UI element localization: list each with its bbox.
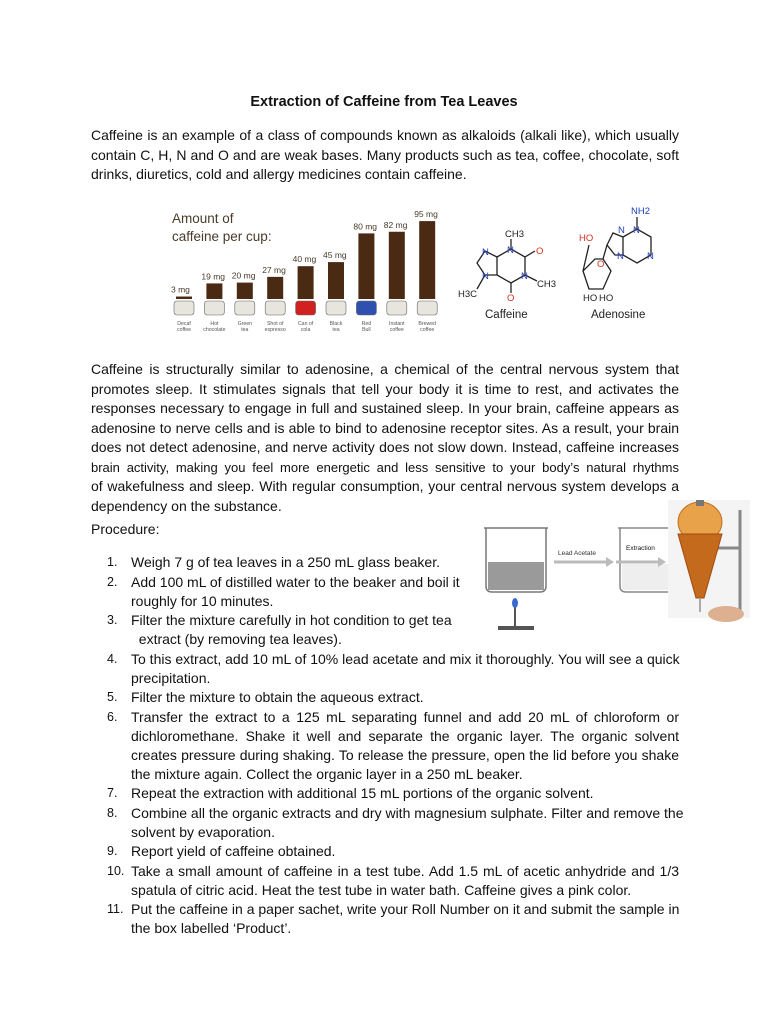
chart-value-label: 3 mg bbox=[171, 284, 190, 295]
step-line: Add 100 mL of distilled water to the beaker and boil it bbox=[131, 573, 460, 590]
chart-value-label: 95 mg bbox=[414, 209, 438, 220]
step-line: Repeat the extraction with additional 15 mL portions of the organic solvent. bbox=[131, 785, 594, 801]
step-number: 8. bbox=[107, 805, 118, 820]
step-line: Combine all the organic extracts and dry with magnesium sulphate. Filter and remove the bbox=[131, 804, 684, 821]
step-line: precipitation. bbox=[131, 669, 211, 686]
intro-line: contain C, H, N and O and are weak bases. Many products such as tea, coffee, chocolate, soft bbox=[91, 146, 679, 163]
chart-category-label: Shot of espresso bbox=[264, 321, 286, 333]
procedure-step bbox=[91, 900, 679, 938]
step-line: Take a small amount of caffeine in a test tube. Add 1.5 mL of acetic anhydride and 1/3 bbox=[131, 862, 679, 879]
caffeine-atom: CH3 bbox=[537, 279, 557, 290]
body-line: of wakefulness and sleep. With regular consumption, your central nervous system develops a bbox=[91, 478, 679, 494]
step-line: extract (by removing tea leaves). bbox=[131, 631, 342, 647]
chart-category-label: Decaf coffee bbox=[176, 321, 192, 333]
step-line: Transfer the extract to a 125 mL separating funnel and add 20 mL of chloroform or bbox=[131, 708, 679, 725]
caffeine-atom: N bbox=[507, 245, 514, 256]
chart-category-label: Red Bull bbox=[361, 321, 372, 333]
intro-paragraph bbox=[91, 126, 679, 185]
chart-bar bbox=[237, 283, 253, 299]
page-title: Extraction of Caffeine from Tea Leaves bbox=[250, 94, 518, 110]
chart-value-label: 19 mg bbox=[201, 271, 226, 282]
procedure-step bbox=[91, 688, 679, 707]
step-number: 1. bbox=[107, 555, 118, 569]
chart-bar bbox=[358, 233, 374, 299]
body-paragraph bbox=[91, 360, 679, 516]
step-number: 2. bbox=[107, 574, 118, 589]
molecule-structures bbox=[455, 197, 685, 327]
step-line: Filter the mixture to obtain the aqueous extract. bbox=[131, 689, 424, 705]
chart-category-label: Black tea bbox=[329, 321, 343, 333]
cup-icon bbox=[174, 301, 194, 315]
step-line: Filter the mixture carefully in hot condition to get tea bbox=[131, 612, 452, 628]
cup-icon bbox=[235, 301, 255, 315]
caffeine-atom: CH3 bbox=[505, 229, 525, 240]
procedure-step bbox=[91, 842, 679, 861]
cup-icon bbox=[265, 301, 285, 315]
chart-bar bbox=[298, 266, 314, 299]
caffeine-atom: N bbox=[482, 271, 489, 282]
chart-category-label: Instant coffee bbox=[389, 321, 405, 333]
cup-icon bbox=[356, 301, 376, 315]
body-line: adenosine to nerve cells and is able to bind to adenosine receptor sites. As a result, your brain bbox=[91, 419, 679, 436]
caffeine-atom: H3C bbox=[458, 289, 478, 300]
chart-bar bbox=[267, 277, 283, 299]
body-line: responses necessary to engage in full and sustained sleep. In your brain, caffeine appears as bbox=[91, 400, 679, 416]
step-line: creates pressure during shaking. To release the pressure, open the lid before you shake bbox=[131, 746, 679, 763]
step-line: Put the caffeine in a paper sachet, write your Roll Number on it and submit the sample in bbox=[131, 901, 680, 917]
lead-acetate-label: Lead Acetate bbox=[558, 550, 596, 557]
cup-icon bbox=[296, 301, 316, 315]
chart-value-label: 80 mg bbox=[353, 221, 378, 232]
cup-icon bbox=[387, 301, 407, 315]
chart-bar bbox=[206, 283, 222, 299]
procedure-steps bbox=[91, 553, 684, 939]
body-line: brain activity, making you feel more energetic and less sensitive to your body’s natural rhythms bbox=[91, 459, 679, 475]
step-number: 7. bbox=[107, 786, 118, 800]
step-number: 10. bbox=[107, 863, 125, 878]
step-line: solvent by evaporation. bbox=[131, 823, 275, 840]
adenosine-atom: N bbox=[617, 251, 624, 262]
chart-bar bbox=[389, 232, 405, 299]
cup-icon bbox=[204, 301, 224, 315]
step-number: 9. bbox=[107, 844, 118, 858]
caffeine-atom: O bbox=[536, 246, 544, 257]
adenosine-atom: N bbox=[633, 225, 640, 236]
step-line: Report yield of caffeine obtained. bbox=[131, 843, 336, 859]
caffeine-label: Caffeine bbox=[485, 309, 528, 321]
chart-bar bbox=[176, 297, 192, 299]
chart-value-label: 20 mg bbox=[231, 270, 256, 281]
chart-title-line-1: Amount of bbox=[172, 211, 234, 226]
chart-value-label: 45 mg bbox=[323, 250, 347, 261]
intro-line: Caffeine is an example of a class of compounds known as alkaloids (alkali like), which usually bbox=[91, 127, 679, 143]
body-line: dependency on the substance. bbox=[91, 497, 282, 514]
step-line: dichloromethane. Shake it well and separate the organic layer. The organic solvent bbox=[131, 727, 679, 744]
chart-value-label: 27 mg bbox=[262, 264, 286, 275]
procedure-step bbox=[91, 573, 460, 611]
extraction-label: Extraction bbox=[626, 545, 655, 552]
adenosine-atom: O bbox=[597, 259, 605, 270]
chart-title-line-2: caffeine per cup: bbox=[172, 229, 272, 244]
step-line: the mixture again. Collect the organic layer in a 250 mL beaker. bbox=[131, 765, 523, 782]
body-line: promotes sleep. It stimulates signals that tell your body it is time to rest, and activates the bbox=[91, 380, 679, 397]
step-line: roughly for 10 minutes. bbox=[131, 592, 274, 609]
chart-bar bbox=[328, 262, 344, 299]
chart-category-label: Hot chocolate bbox=[203, 321, 226, 333]
step-line: Weigh 7 g of tea leaves in a 250 mL glass beaker. bbox=[131, 554, 440, 570]
step-number: 3. bbox=[107, 613, 118, 627]
chart-category-label: Brewed coffee bbox=[418, 321, 436, 333]
adenosine-atom: N bbox=[647, 251, 654, 262]
procedure-step bbox=[91, 611, 453, 649]
step-line: spatula of citric acid. Heat the test tube in water bath. Caffeine gives a pink color. bbox=[131, 881, 632, 898]
procedure-step bbox=[91, 553, 453, 572]
chart-category-label: Green tea bbox=[237, 321, 253, 333]
cup-icon bbox=[326, 301, 346, 315]
adenosine-label: Adenosine bbox=[591, 309, 646, 321]
step-number: 5. bbox=[107, 690, 118, 704]
procedure-step bbox=[91, 650, 679, 688]
caffeine-bar-chart bbox=[166, 197, 448, 339]
caffeine-atom: O bbox=[507, 293, 515, 304]
body-line: does not detect adenosine, and nerve activity does not slow down. Instead, caffeine increases bbox=[91, 439, 679, 455]
separating-funnel-icon bbox=[668, 500, 750, 622]
cup-icon bbox=[417, 301, 437, 315]
chart-category-label: Can of cola bbox=[297, 321, 314, 333]
caffeine-atom: N bbox=[482, 247, 489, 258]
adenosine-atom: NH2 bbox=[631, 206, 651, 217]
adenosine-atom: HO bbox=[599, 293, 614, 304]
step-line: To this extract, add 10 mL of 10% lead acetate and mix it thoroughly. You will see a quick bbox=[131, 650, 680, 667]
step-line: the box labelled ‘Product’. bbox=[131, 920, 292, 936]
adenosine-atom: HO bbox=[579, 233, 594, 244]
body-line: Caffeine is structurally similar to adenosine, a chemical of the central nervous system that bbox=[91, 361, 679, 377]
procedure-step bbox=[91, 804, 684, 842]
step-number: 11. bbox=[107, 902, 124, 916]
chart-value-label: 40 mg bbox=[292, 254, 317, 265]
chart-value-label: 82 mg bbox=[383, 219, 408, 230]
procedure-step bbox=[91, 708, 679, 784]
procedure-step bbox=[91, 784, 679, 803]
procedure-step bbox=[91, 862, 679, 900]
adenosine-atom: N bbox=[618, 225, 625, 236]
intro-line: drinks, diuretics, cold and allergy medicines contain caffeine. bbox=[91, 166, 467, 182]
caffeine-atom: N bbox=[521, 271, 528, 282]
procedure-heading: Procedure: bbox=[91, 521, 160, 537]
step-number: 4. bbox=[107, 651, 118, 666]
chart-bar bbox=[419, 221, 435, 299]
step-number: 6. bbox=[107, 709, 118, 724]
adenosine-atom: HO bbox=[583, 293, 598, 304]
